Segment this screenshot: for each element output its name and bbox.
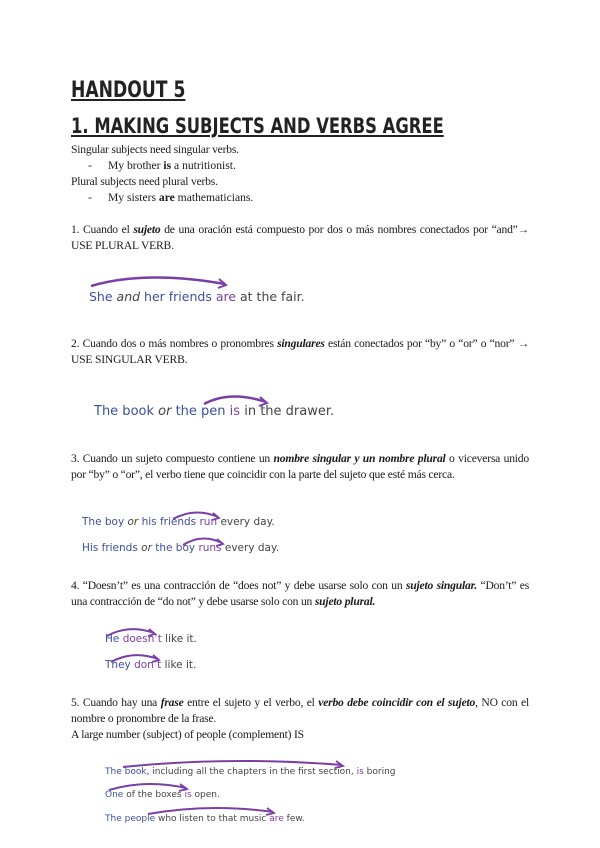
rule-4-text: 4. “Doesn’t” es una contracción de “does not” y debe usarse solo con un sujeto singular. “Don’t” es una contracción de “do not” y debe usarse solo con un sujeto plural. (71, 579, 530, 608)
rule-5-text: 5. Cuando hay una frase entre el sujeto y el verbo, el verbo debe coincidir con el sujeto, NO con el nombre o pronombre de la frase. (71, 696, 529, 725)
intro-bullet-singular: - My brother is a nutritionist. (88, 159, 236, 172)
rule-5-example-2: One of the boxes is open. (105, 790, 220, 800)
rule-1-example: She and her friends are at the fair. (89, 289, 305, 304)
rule-5-example-3: The people who listen to that music are few. (105, 814, 305, 824)
intro-singular: Singular subjects need singular verbs. (71, 143, 239, 156)
rule-1-text: 1. Cuando el sujeto de una oración está compuesto por dos o más nombres conectados por “and”→ USE PLURAL VERB. (71, 223, 530, 252)
rule-5-example-1: The book, including all the chapters in the first section, is boring (105, 767, 396, 777)
rule-4-example-1: He doesn’t like it. (105, 633, 197, 645)
intro-bullet-plural: - My sisters are mathematicians. (88, 191, 254, 204)
rule-4-example-2: They don’t like it. (105, 659, 197, 671)
rule-2-text: 2. Cuando dos o más nombres o pronombres singulares están conectados por “by” o “or” o “nor” → USE SINGULAR VERB. (71, 337, 529, 366)
handout-title: HANDOUT 5 (71, 78, 186, 103)
rule-3-example-1: The boy or his friends run every day. (82, 516, 275, 528)
rule-1-arc (85, 268, 235, 290)
section-title: 1. MAKING SUBJECTS AND VERBS AGREE (71, 114, 444, 138)
rule-3-example-2: His friends or the boy runs every day. (82, 542, 280, 554)
rule-5-subject-complement: A large number (subject) of people (complement) IS (71, 728, 304, 741)
rule-2-example: The book or the pen is in the drawer. (94, 404, 335, 419)
intro-plural: Plural subjects need plural verbs. (71, 175, 218, 188)
rule-3-text: 3. Cuando un sujeto compuesto contiene un nombre singular y un nombre plural o viceversa unido por “by” o “or”, el verbo tiene que coincidir con la parte del sujeto que esté más cerca. (71, 452, 530, 481)
